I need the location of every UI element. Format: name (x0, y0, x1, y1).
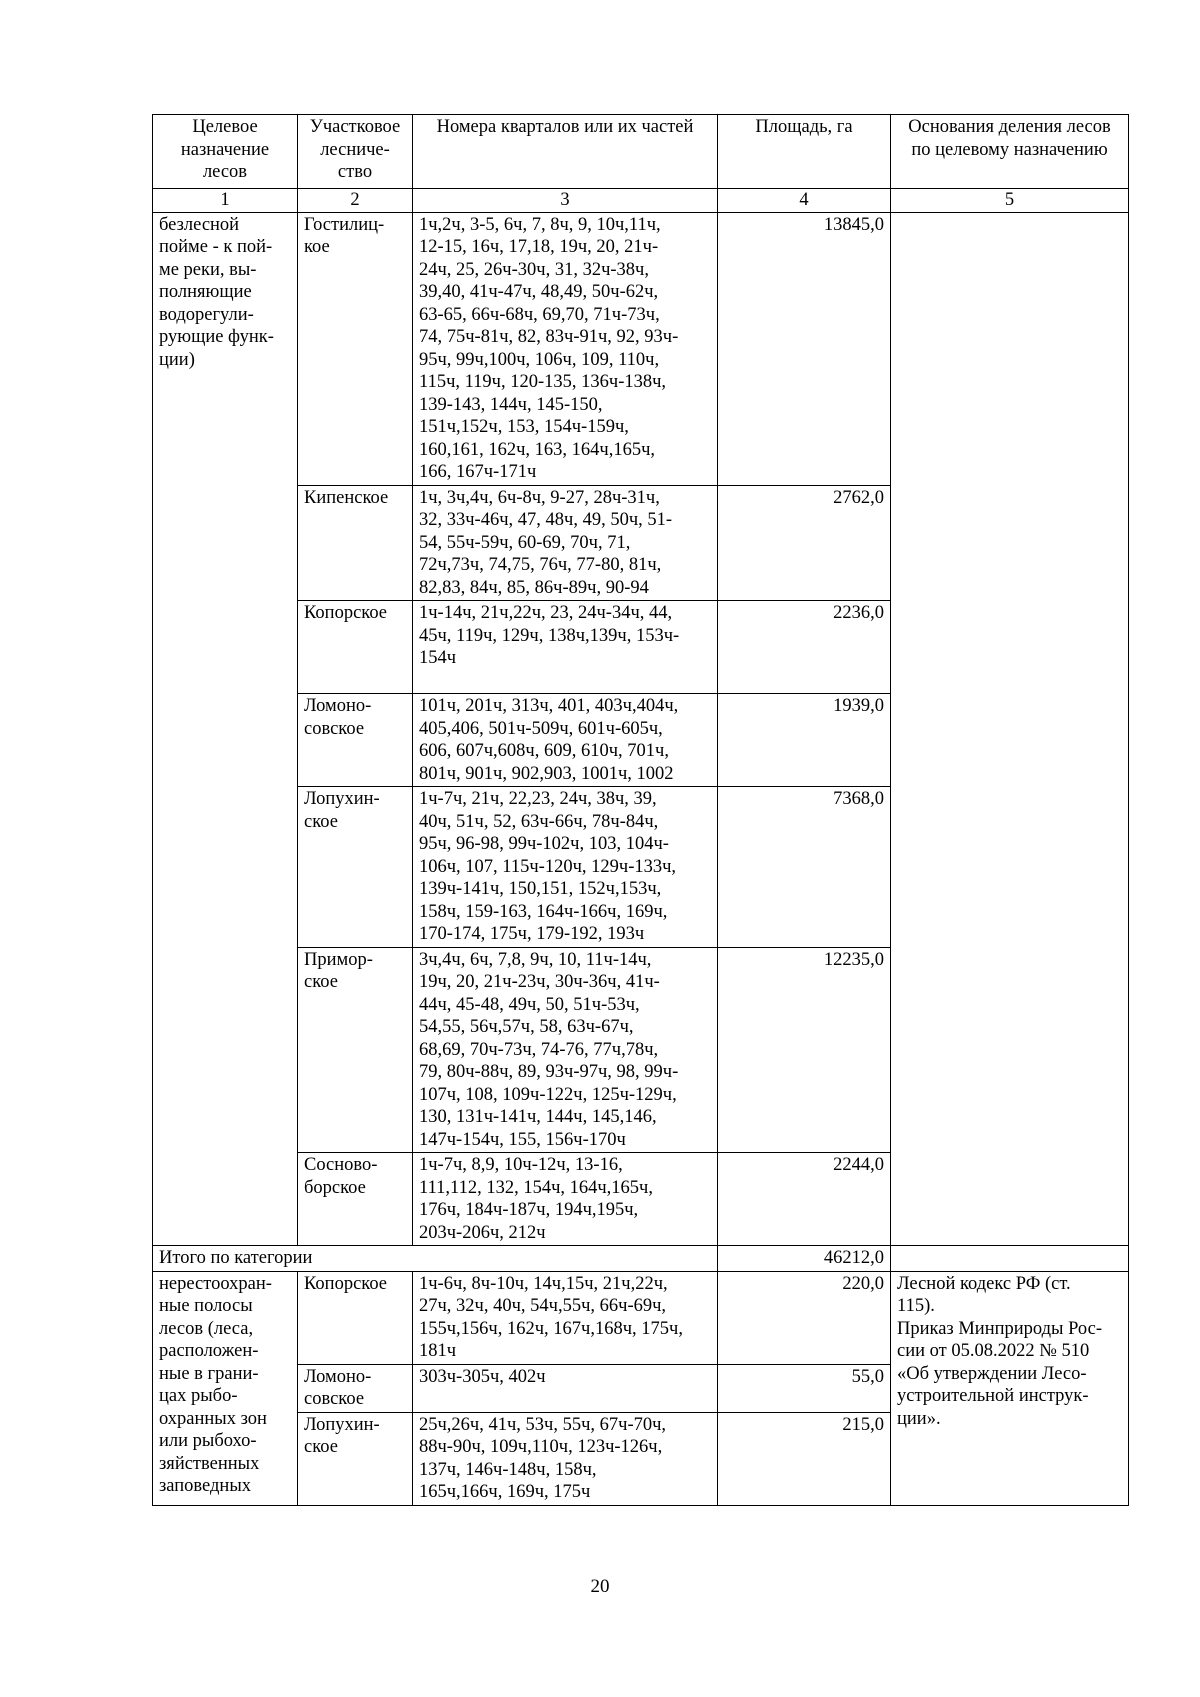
forestry-cell-line: совское (304, 718, 365, 739)
quarters-cell (413, 1364, 718, 1412)
quarters-cell-line: 139ч-141ч, 150,151, 152ч,153ч, (419, 879, 662, 899)
quarters-cell (413, 601, 718, 694)
forestry-cell-line: ское (304, 1437, 338, 1457)
forestry-cell (298, 694, 413, 787)
purpose-cell-line: заповедных (159, 1476, 252, 1496)
quarters-cell-line: 155ч,156ч, 162ч, 167ч,168ч, 175ч, (419, 1318, 683, 1339)
total-label: Итого по категории (153, 1246, 718, 1272)
area-cell: 13845,0 (718, 212, 891, 485)
purpose-cell-line: полняющие (159, 282, 252, 302)
quarters-cell-line: 181ч (419, 1341, 457, 1361)
quarters-cell-line: 111,112, 132, 154ч, 164ч,165ч, (419, 1177, 653, 1198)
quarters-cell-line: 12-15, 16ч, 17,18, 19ч, 20, 21ч- (419, 237, 659, 257)
forestry-cell (298, 1153, 413, 1246)
table-row (153, 1271, 1129, 1364)
column-number: 2 (298, 189, 413, 213)
forestry-cell (298, 1364, 413, 1412)
quarters-cell-line: 154ч (419, 648, 457, 668)
forestry-cell-line: Копорское (304, 1273, 388, 1294)
quarters-cell-line: 606, 607ч,608ч, 609, 610ч, 701ч, (419, 741, 669, 761)
quarters-cell-line: 72ч,73ч, 74,75, 76ч, 77-80, 81ч, (419, 555, 662, 575)
basis-cell (891, 1271, 1129, 1505)
quarters-cell-line: 1ч-14ч, 21ч,22ч, 23, 24ч-34ч, 44, (419, 603, 673, 623)
quarters-cell-line: 405,406, 501ч-509ч, 601ч-605ч, (419, 718, 663, 739)
quarters-cell-line: 801ч, 901ч, 902,903, 1001ч, 1002 (419, 763, 674, 784)
quarters-cell-line: 107ч, 108, 109ч-122ч, 125ч-129ч, (419, 1084, 677, 1105)
forestry-cell-line: Ломоно- (304, 1366, 372, 1387)
forestry-cell (298, 1412, 413, 1505)
quarters-cell-line: 68,69, 70ч-73ч, 74-76, 77ч,78ч, (419, 1039, 659, 1060)
forestry-cell-line: Ломоно- (304, 696, 372, 716)
header-area: Площадь, га (718, 115, 891, 189)
quarters-cell (413, 1271, 718, 1364)
header-forestry: Участковое лесниче-ство (298, 115, 413, 189)
quarters-cell-line: 32, 33ч-46ч, 47, 48ч, 49, 50ч, 51- (419, 510, 673, 530)
purpose-cell-line: ме реки, вы- (159, 259, 257, 280)
quarters-cell-line: 115ч, 119ч, 120-135, 136ч-138ч, (419, 372, 667, 392)
forestry-cell-line: Гостилиц- (304, 214, 385, 235)
quarters-cell-line: 95ч, 99ч,100ч, 106ч, 109, 110ч, (419, 349, 660, 370)
column-number: 4 (718, 189, 891, 213)
forestry-cell-line: кое (304, 237, 330, 257)
purpose-cell-line: ные в грани- (159, 1363, 259, 1384)
forestry-cell (298, 787, 413, 948)
quarters-cell-line: 101ч, 201ч, 313ч, 401, 403ч,404ч, (419, 696, 679, 716)
area-cell: 1939,0 (718, 694, 891, 787)
purpose-cell-line: нерестоохран- (159, 1273, 272, 1294)
area-cell: 7368,0 (718, 787, 891, 948)
forestry-cell (298, 1271, 413, 1364)
forestry-cell (298, 212, 413, 485)
forestry-cell-line: ское (304, 972, 338, 992)
column-number: 1 (153, 189, 298, 213)
page-number: 20 (590, 1576, 610, 1597)
quarters-cell-line: 165ч,166ч, 169ч, 175ч (419, 1482, 591, 1502)
forestry-cell-line: борское (304, 1177, 366, 1198)
quarters-cell-line: 88ч-90ч, 109ч,110ч, 123ч-126ч, (419, 1437, 663, 1457)
quarters-cell-line: 63-65, 66ч-68ч, 69,70, 71ч-73ч, (419, 304, 660, 325)
forestry-cell-line: Сосново- (304, 1155, 378, 1175)
quarters-cell (413, 694, 718, 787)
forestry-cell-line: Лопухин- (304, 1414, 380, 1435)
forestry-cell (298, 485, 413, 601)
total-row (153, 1246, 1129, 1272)
basis-cell (891, 212, 1129, 1246)
basis-cell-line: сии от 05.08.2022 № 510 (897, 1341, 1090, 1361)
total-basis-cell (891, 1246, 1129, 1272)
quarters-cell (413, 947, 718, 1153)
purpose-cell-line: рующие функ- (159, 327, 274, 347)
column-number: 3 (413, 189, 718, 213)
quarters-cell-line: 158ч, 159-163, 164ч-166ч, 169ч, (419, 901, 668, 922)
quarters-cell-line: 160,161, 162ч, 163, 164ч,165ч, (419, 439, 656, 460)
quarters-cell-line: 3ч,4ч, 6ч, 7,8, 9ч, 10, 11ч-14ч, (419, 949, 652, 970)
basis-cell-line: «Об утверждении Лесо- (897, 1363, 1087, 1384)
quarters-cell-line: 147ч-154ч, 155, 156ч-170ч (419, 1129, 626, 1150)
area-cell: 220,0 (718, 1271, 891, 1364)
quarters-cell-line: 54,55, 56ч,57ч, 58, 63ч-67ч, (419, 1017, 634, 1037)
quarters-cell-line: 1ч, 3ч,4ч, 6ч-8ч, 9-27, 28ч-31ч, (419, 487, 660, 508)
purpose-cell (153, 212, 298, 1246)
purpose-cell-line: или рыбохо- (159, 1431, 257, 1451)
purpose-cell-line: безлесной (159, 214, 240, 235)
basis-cell-line: 115). (897, 1296, 935, 1316)
quarters-cell-line: 25ч,26ч, 41ч, 53ч, 55ч, 67ч-70ч, (419, 1414, 667, 1435)
quarters-cell-line: 139-143, 144ч, 145-150, (419, 394, 603, 415)
forestry-cell-line: ское (304, 811, 338, 832)
quarters-cell-line: 1ч-6ч, 8ч-10ч, 14ч,15ч, 21ч,22ч, (419, 1273, 668, 1294)
header-basis: Основания деления лесов по целевому назначению (891, 115, 1129, 189)
quarters-cell (413, 1153, 718, 1246)
purpose-cell (153, 1271, 298, 1505)
basis-cell-line: ции». (897, 1408, 941, 1429)
purpose-cell-line: ции) (159, 349, 195, 370)
quarters-cell-line: 95ч, 96-98, 99ч-102ч, 103, 104ч- (419, 834, 669, 854)
quarters-cell-line: 79, 80ч-88ч, 89, 93ч-97ч, 98, 99ч- (419, 1062, 679, 1082)
quarters-cell-line (419, 670, 711, 693)
quarters-cell-line: 19ч, 20, 21ч-23ч, 30ч-36ч, 41ч- (419, 972, 660, 992)
quarters-cell-line: 27ч, 32ч, 40ч, 54ч,55ч, 66ч-69ч, (419, 1296, 667, 1316)
forestry-cell-line: Копорское (304, 603, 388, 623)
quarters-cell-line: 106ч, 107, 115ч-120ч, 129ч-133ч, (419, 856, 677, 877)
forestry-cell (298, 601, 413, 694)
quarters-cell-line: 39,40, 41ч-47ч, 48,49, 50ч-62ч, (419, 282, 659, 302)
quarters-cell (413, 212, 718, 485)
forestry-cell-line: Примор- (304, 949, 373, 970)
basis-cell-line: Лесной кодекс РФ (ст. (897, 1273, 1071, 1294)
purpose-cell-line: ные полосы (159, 1296, 253, 1316)
area-cell: 12235,0 (718, 947, 891, 1153)
forestry-cell (298, 947, 413, 1153)
quarters-cell-line: 176ч, 184ч-187ч, 194ч,195ч, (419, 1200, 639, 1220)
quarters-cell-line: 1ч-7ч, 21ч, 22,23, 24ч, 38ч, 39, (419, 789, 657, 809)
area-cell: 2762,0 (718, 485, 891, 601)
area-cell: 55,0 (718, 1364, 891, 1412)
quarters-cell (413, 1412, 718, 1505)
basis-cell-line: Приказ Минприроды Рос- (897, 1318, 1103, 1339)
table-row (153, 212, 1129, 485)
quarters-cell-line: 166, 167ч-171ч (419, 462, 537, 482)
purpose-cell-line: зяйственных (159, 1453, 260, 1474)
forestry-cell-line: Кипенское (304, 487, 389, 508)
purpose-cell-line: расположен- (159, 1341, 259, 1361)
total-area: 46212,0 (718, 1246, 891, 1272)
quarters-cell-line: 203ч-206ч, 212ч (419, 1222, 546, 1243)
area-cell: 215,0 (718, 1412, 891, 1505)
quarters-cell-line: 1ч,2ч, 3-5, 6ч, 7, 8ч, 9, 10ч,11ч, (419, 214, 661, 235)
quarters-cell-line: 45ч, 119ч, 129ч, 138ч,139ч, 153ч- (419, 625, 680, 646)
table-body (153, 212, 1129, 1505)
area-cell: 2244,0 (718, 1153, 891, 1246)
column-number-row (153, 189, 1129, 213)
purpose-cell-line: пойме - к пой- (159, 237, 273, 257)
quarters-cell-line: 44ч, 45-48, 49ч, 50, 51ч-53ч, (419, 994, 640, 1015)
quarters-cell (413, 787, 718, 948)
quarters-cell-line: 303ч-305ч, 402ч (419, 1366, 546, 1387)
purpose-cell-line: цах рыбо- (159, 1386, 238, 1406)
purpose-cell-line: охранных зон (159, 1408, 267, 1429)
quarters-cell-line: 151ч,152ч, 153, 154ч-159ч, (419, 417, 629, 437)
quarters-cell-line: 40ч, 51ч, 52, 63ч-66ч, 78ч-84ч, (419, 811, 659, 832)
quarters-cell-line: 82,83, 84ч, 85, 86ч-89ч, 90-94 (419, 577, 649, 598)
forestry-cell-line: совское (304, 1389, 365, 1409)
header-purpose: Целевое назначение лесов (153, 115, 298, 189)
purpose-cell-line: водорегули- (159, 304, 254, 325)
quarters-cell-line: 170-174, 175ч, 179-192, 193ч (419, 924, 645, 944)
forest-purpose-table (152, 114, 1129, 1506)
forestry-cell-line: Лопухин- (304, 789, 380, 809)
quarters-cell-line: 54, 55ч-59ч, 60-69, 70ч, 71, (419, 532, 631, 553)
quarters-cell-line: 130, 131ч-141ч, 144ч, 145,146, (419, 1107, 657, 1127)
quarters-cell (413, 485, 718, 601)
quarters-cell-line: 137ч, 146ч-148ч, 158ч, (419, 1459, 597, 1480)
purpose-cell-line: лесов (леса, (159, 1318, 254, 1339)
header-quarters: Номера кварталов или их частей (413, 115, 718, 189)
area-cell: 2236,0 (718, 601, 891, 694)
quarters-cell-line: 1ч-7ч, 8,9, 10ч-12ч, 13-16, (419, 1155, 623, 1175)
quarters-cell-line: 24ч, 25, 26ч-30ч, 31, 32ч-38ч, (419, 259, 649, 280)
header-row (153, 115, 1129, 189)
column-number: 5 (891, 189, 1129, 213)
quarters-cell-line: 74, 75ч-81ч, 82, 83ч-91ч, 92, 93ч- (419, 327, 679, 347)
basis-cell-line: устроительной инструк- (897, 1386, 1089, 1406)
